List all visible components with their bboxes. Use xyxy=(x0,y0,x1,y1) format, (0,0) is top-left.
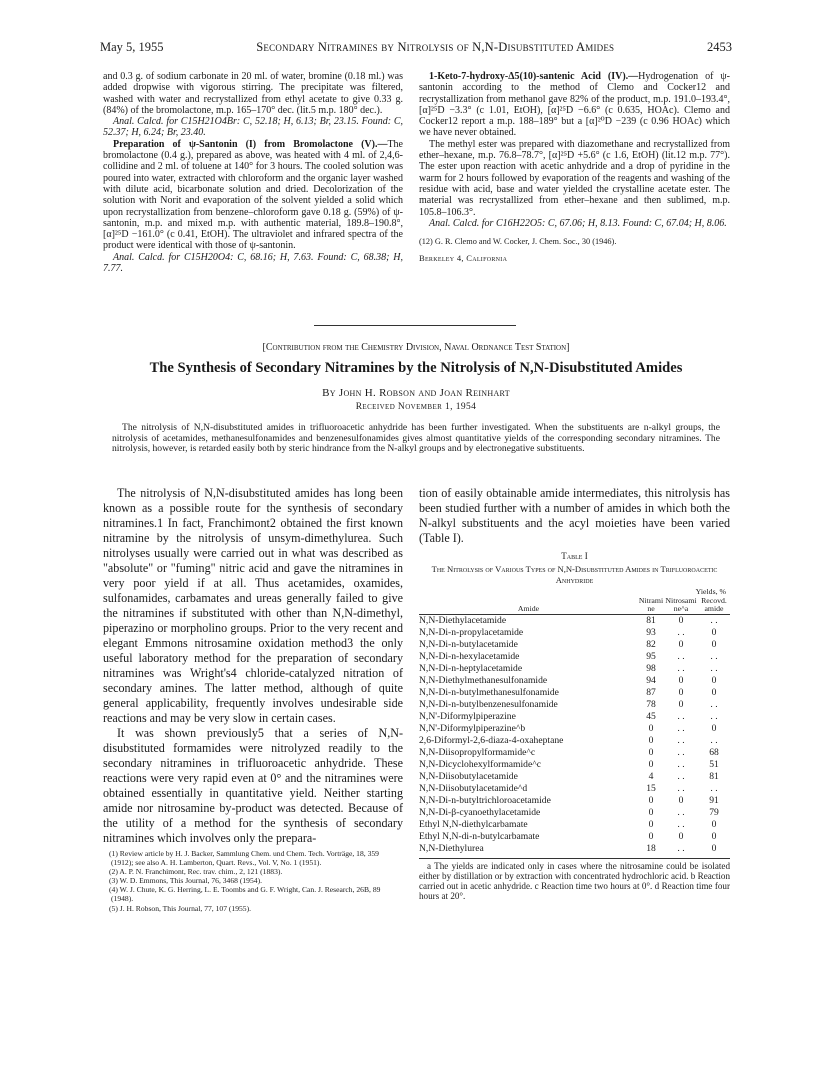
table-cell-value: 15 xyxy=(646,782,656,794)
table-cell-amide: N,N-Diethylmethanesulfonamide xyxy=(419,674,548,686)
table-cell-value: . . xyxy=(710,782,718,794)
table-cell-value: 0 xyxy=(648,794,654,806)
table-cell-value: 0 xyxy=(678,674,684,686)
table-group-header: Yields, % xyxy=(695,587,726,596)
table-row xyxy=(419,711,730,723)
table-cell-value: 0 xyxy=(711,674,717,686)
table-cell-value: . . xyxy=(677,722,685,734)
table-cell-value: 0 xyxy=(711,722,717,734)
paragraph-text: The bromolactone (0.4 g.), prepared as above, was heated with 4 ml. of 2,4,6-collidine and 2 ml. of toluene at 140° for 3 hours. The cooled solution was poured into water, extracted with chloroform and the organic layer washed with dilute acid, bicarbonate solution and dried. Decolorization of the solution with Norit and evaporation of the solvent yielded a solid which upon recrystallization from benzene–chloroform gave 0.18 g. (59%) of ψ-santonin, m.p. and mixed m.p. with authentic material, 189.8–190.8°, [α]²⁵D −161.0° (c 0.41, EtOH). The ultraviolet and infrared spectra of the product were identical with those of ψ-santonin. xyxy=(103,138,403,252)
footnote: (1) Review article by H. J. Backer, Sammlung Chem. und Chem. Tech. Vorträge, 18, 359 (1912); see also A. H. Lamberton, Quart. Revs., Vol. V, No. 1 (1951). xyxy=(109,849,379,868)
table-row xyxy=(419,723,730,735)
table-cell-value: . . xyxy=(677,806,685,818)
table-cell-value: 0 xyxy=(648,746,654,758)
table-header-nitrosamine: Nitrosamine^a xyxy=(665,595,697,614)
table-cell-value: . . xyxy=(677,842,685,854)
table-row xyxy=(419,771,730,783)
table-cell-value: 98 xyxy=(646,662,656,674)
results-table xyxy=(419,588,730,855)
analysis: Anal. Calcd. for C16H22O5: C, 67.06; H, 8.13. Found: C, 67.04; H, 8.06. xyxy=(429,217,727,229)
table-cell-value: 0 xyxy=(678,830,684,842)
table-body xyxy=(419,614,730,855)
table-cell-value: 0 xyxy=(678,614,684,626)
table-cell-value: 95 xyxy=(646,650,656,662)
received-date: Received November 1, 1954 xyxy=(355,402,477,412)
table-row xyxy=(419,627,730,639)
table-cell-value: 51 xyxy=(709,758,719,770)
table-cell-value: 0 xyxy=(711,686,717,698)
table-cell-value: . . xyxy=(710,614,718,626)
table-header-nitramine: Nitramine xyxy=(638,595,664,614)
paragraph: The nitrolysis of N,N-disubstituted amides has long been known as a possible route for the synthesis of secondary nitramines.1 In fact, Franchimont2 obtained the first known nitramine by the nitrolysis of unsym-dimethylurea. Such nitrolyses usually were carried out in what was described as "absolute" or "fuming" nitric acid and gave the nitramines in very poor yield if at all. Thus acetamides, oxamides, sulfonamides, carbamates and ureas generally failed to give the nitramines if substituted with other than N,N-dimethyl, piperazino or morpholino groups. Prior to the very recent and elegant Emmons nitrosamine oxidation method3 the only useful laboratory method for the preparation of secondary nitramines was Wright's4 chloride-catalyzed nitration of secondary amines. The latter method, although of quite general applicability, frequently involves undesirable side reactions and may be very slow in certain cases. xyxy=(103,486,403,725)
table-cell-amide: N,N-Di-n-propylacetamide xyxy=(419,626,524,638)
table-row xyxy=(419,795,730,807)
table-cell-value: . . xyxy=(677,662,685,674)
abstract-text: The nitrolysis of N,N-disubstituted amides in trifluoroacetic anhydride has been further investigated. When the substituents are n-alkyl groups, the nitrolysis of acetamides, methanesulfonamides and benzenesulfonamides gives almost quantitative yields of the corresponding secondary nitramines. The nitrolysis, however, is retarded easily both by steric hindrance from the N-alkyl groups and by electronegative substituents. xyxy=(112,422,720,455)
table-cell-value: 93 xyxy=(646,626,656,638)
table-cell-value: 0 xyxy=(678,686,684,698)
table-cell-amide: N,N-Dicyclohexylformamide^c xyxy=(419,758,541,770)
table-cell-value: . . xyxy=(677,626,685,638)
running-header xyxy=(100,40,732,55)
table-cell-amide: N,N'-Diformylpiperazine xyxy=(419,710,516,722)
table-cell-amide: N,N-Di-n-butylbenzenesulfonamide xyxy=(419,698,558,710)
contribution-line: [Contribution from the Chemistry Division, Naval Ordnance Test Station] xyxy=(262,342,570,353)
table-cell-value: 0 xyxy=(711,638,717,650)
table-caption: Table I xyxy=(561,551,588,561)
divider-rule xyxy=(314,325,516,326)
previous-article-left-column xyxy=(103,71,403,274)
table-row xyxy=(419,843,730,855)
table-cell-value: 0 xyxy=(678,794,684,806)
paragraph: It was shown previously5 that a series of N,N-disubstituted formamides were nitrolyzed readily to the secondary nitramines in trifluoroacetic anhydride. These reactions were very rapid even at 0° and the nitramines were obtained essentially in quantitative yield. Neither starting amide nor nitrosamine by-product was detected. Because of the utility of a method for the synthesis of secondary nitramines which involves only the prepara- xyxy=(103,726,403,845)
paragraph-text: Hydrogenation of ψ-santonin according to the method of Clemo and Cocker12 and recrystallization from methanol gave 82% of the product, m.p. 191.0–193.4°, [α]²⁵D −3.3° (c 1.01, EtOH), [α]²⁵D −6.6° (c 0.635, HOAc). Clemo and Cocker12 report a m.p. 188–189° but a [α]²⁰D −239 (c 0.96 HOAc) which we have never obtained. xyxy=(419,71,731,139)
table-cell-value: 4 xyxy=(648,770,654,782)
table-cell-value: . . xyxy=(710,698,718,710)
authors: By John H. Robson and Joan Reinhart xyxy=(322,387,510,399)
table-notes-text: a The yields are indicated only in cases where the nitrosamine could be isolated either by distillation or by extraction with concentrated hydrochloric acid. b Reaction carried out in acetic anhydride. c Reaction time two hours at 0°. d Reaction time four hours at 20°. xyxy=(419,860,730,901)
table-cell-value: 81 xyxy=(646,614,656,626)
table-cell-value: . . xyxy=(677,758,685,770)
table-cell-amide: N,N-Diisopropylformamide^c xyxy=(419,746,536,758)
table-cell-value: 0 xyxy=(648,806,654,818)
table-cell-amide: N,N-Di-n-butylacetamide xyxy=(419,638,518,650)
table-cell-value: 0 xyxy=(711,830,717,842)
body-left-column xyxy=(103,486,403,913)
table-cell-value: . . xyxy=(710,662,718,674)
table-cell-amide: Ethyl N,N-diethylcarbamate xyxy=(419,818,528,830)
table-cell-amide: N,N-Diethylacetamide xyxy=(419,614,507,626)
table-cell-value: . . xyxy=(677,818,685,830)
table-row xyxy=(419,759,730,771)
table-cell-amide: N,N-Di-n-butylmethanesulfonamide xyxy=(419,686,559,698)
footnotes xyxy=(103,849,403,913)
table-cell-value: 79 xyxy=(709,806,719,818)
table-row xyxy=(419,663,730,675)
table-row xyxy=(419,747,730,759)
table-cell-value: 0 xyxy=(648,830,654,842)
table-cell-amide: N,N-Di-n-heptylacetamide xyxy=(419,662,523,674)
table-cell-value: 68 xyxy=(709,746,719,758)
footnote: (4) W. J. Chute, K. G. Herring, L. E. Toombs and G. F. Wright, Can. J. Research, 26B, 89 (1948). xyxy=(109,885,381,904)
table-row xyxy=(419,819,730,831)
footnote: (12) G. R. Clemo and W. Cocker, J. Chem. Soc., 30 (1946). xyxy=(419,237,617,247)
table-cell-value: . . xyxy=(677,782,685,794)
table-cell-value: 0 xyxy=(678,698,684,710)
table-cell-value: . . xyxy=(677,746,685,758)
table-cell-value: 45 xyxy=(646,710,656,722)
section-head: Preparation of ψ-Santonin (I) from Bromolactone (V).— xyxy=(113,138,388,150)
analysis: Anal. Calcd. for C15H20O4: C, 68.16; H, 7.63. Found: C, 68.38; H, 7.77. xyxy=(103,251,403,275)
table-row xyxy=(419,807,730,819)
table-cell-value: 78 xyxy=(646,698,656,710)
paragraph: and 0.3 g. of sodium carbonate in 20 ml. of water, bromine (0.18 ml.) was added dropwise with vigorous stirring. The precipitate was filtered, washed with water and recrystallized from ethyl acetate to give 0.33 g. (84%) of the bromolactone, m.p. 165–170° dec. (lit.5 m.p. 180° dec.). xyxy=(103,71,403,116)
header-running-title: Secondary Nitramines by Nitrolysis of N,N-Disubstituted Amides xyxy=(256,40,615,54)
paragraph xyxy=(103,139,403,252)
table-notes xyxy=(419,858,730,901)
abstract xyxy=(112,423,720,455)
table-cell-amide: N,N-Di-β-cyanoethylacetamide xyxy=(419,806,541,818)
table-cell-amide: N,N-Diisobutylacetamide^d xyxy=(419,782,528,794)
location: Berkeley 4, California xyxy=(419,253,508,264)
table-cell-value: 81 xyxy=(709,770,719,782)
table-cell-value: 0 xyxy=(711,818,717,830)
table-cell-value: 0 xyxy=(648,758,654,770)
table-title: The Nitrolysis of Various Types of N,N-Disubstituted Amides in Trifluoroacetic Anhydride xyxy=(431,564,718,585)
footnote: (2) A. P. N. Franchimont, Rec. trav. chim., 2, 121 (1883). xyxy=(109,867,283,877)
table-row xyxy=(419,614,730,627)
table-cell-amide: N,N-Diisobutylacetamide xyxy=(419,770,518,782)
table-row xyxy=(419,831,730,843)
table-row xyxy=(419,699,730,711)
table-cell-value: . . xyxy=(677,734,685,746)
table-row xyxy=(419,735,730,747)
body-right-column xyxy=(419,486,730,901)
table-row xyxy=(419,687,730,699)
header-date: May 5, 1955 xyxy=(100,40,164,54)
table-cell-amide: 2,6-Diformyl-2,6-diaza-4-oxaheptane xyxy=(419,734,564,746)
table-cell-value: 87 xyxy=(646,686,656,698)
section-head: 1-Keto-7-hydroxy-Δ5(10)-santenic Acid (IV).— xyxy=(429,71,639,82)
paragraph: tion of easily obtainable amide intermediates, this nitrolysis has been studied further with a number of amides in which both the N-alkyl substituents and the acyl moieties have been varied (Table I). xyxy=(419,486,730,545)
table-cell-amide: N,N-Di-n-butyltrichloroacetamide xyxy=(419,794,551,806)
table-row xyxy=(419,783,730,795)
paragraph: The methyl ester was prepared with diazomethane and recrystallized from ether–hexane, m.p. 76.8–78.7°, [α]²⁵D +5.6° (c 1.6, EtOH) (lit.12 m.p. 77°). The ester upon reaction with acetic anhydride and a drop of pyridine in the warm for 2 hours followed by evaporation of the reagents and washing of the residue with acid, base and water yielded the crystalline acetate ester. The material was recrystallized from ether–hexane and then sublimed, m.p. 105.8–106.3°. xyxy=(419,138,730,218)
article-title: The Synthesis of Secondary Nitramines by the Nitrolysis of N,N-Disubstituted Amides xyxy=(149,360,683,376)
table-cell-value: . . xyxy=(677,710,685,722)
analysis: Anal. Calcd. for C15H21O4Br: C, 52.18; H, 6.13; Br, 23.15. Found: C, 52.37; H, 6.24; Br, 23.40. xyxy=(103,116,403,139)
table-cell-value: 0 xyxy=(648,722,654,734)
paragraph xyxy=(419,71,730,139)
table-cell-value: 0 xyxy=(678,638,684,650)
table-cell-value: 82 xyxy=(646,638,656,650)
table-cell-amide: N,N-Di-n-hexylacetamide xyxy=(419,650,520,662)
previous-article-right-column xyxy=(419,71,730,264)
table-row xyxy=(419,639,730,651)
table-cell-amide: N,N-Diethylurea xyxy=(419,842,484,854)
header-page-number: 2453 xyxy=(707,40,732,54)
table-cell-value: . . xyxy=(710,650,718,662)
table-row xyxy=(419,675,730,687)
table-cell-value: . . xyxy=(710,710,718,722)
table-cell-value: 18 xyxy=(646,842,656,854)
table-cell-value: 94 xyxy=(646,674,656,686)
table-cell-value: 0 xyxy=(648,734,654,746)
table-row xyxy=(419,651,730,663)
table-cell-amide: Ethyl N,N-di-n-butylcarbamate xyxy=(419,830,540,842)
table-cell-value: 0 xyxy=(711,626,717,638)
table-header-amide: Amide xyxy=(419,597,638,615)
table-cell-amide: N,N'-Diformylpiperazine^b xyxy=(419,722,526,734)
table-header-recovered: Recovd. amide xyxy=(698,597,730,615)
table-cell-value: . . xyxy=(677,650,685,662)
table-cell-value: 91 xyxy=(709,794,719,806)
table-cell-value: 0 xyxy=(711,842,717,854)
table-cell-value: . . xyxy=(677,770,685,782)
footnote: (5) J. H. Robson, This Journal, 77, 107 (1955). xyxy=(109,903,252,913)
footnote: (3) W. D. Emmons, This Journal, 76, 3468 (1954). xyxy=(109,876,262,886)
table-cell-value: 0 xyxy=(648,818,654,830)
table-cell-value: . . xyxy=(710,734,718,746)
